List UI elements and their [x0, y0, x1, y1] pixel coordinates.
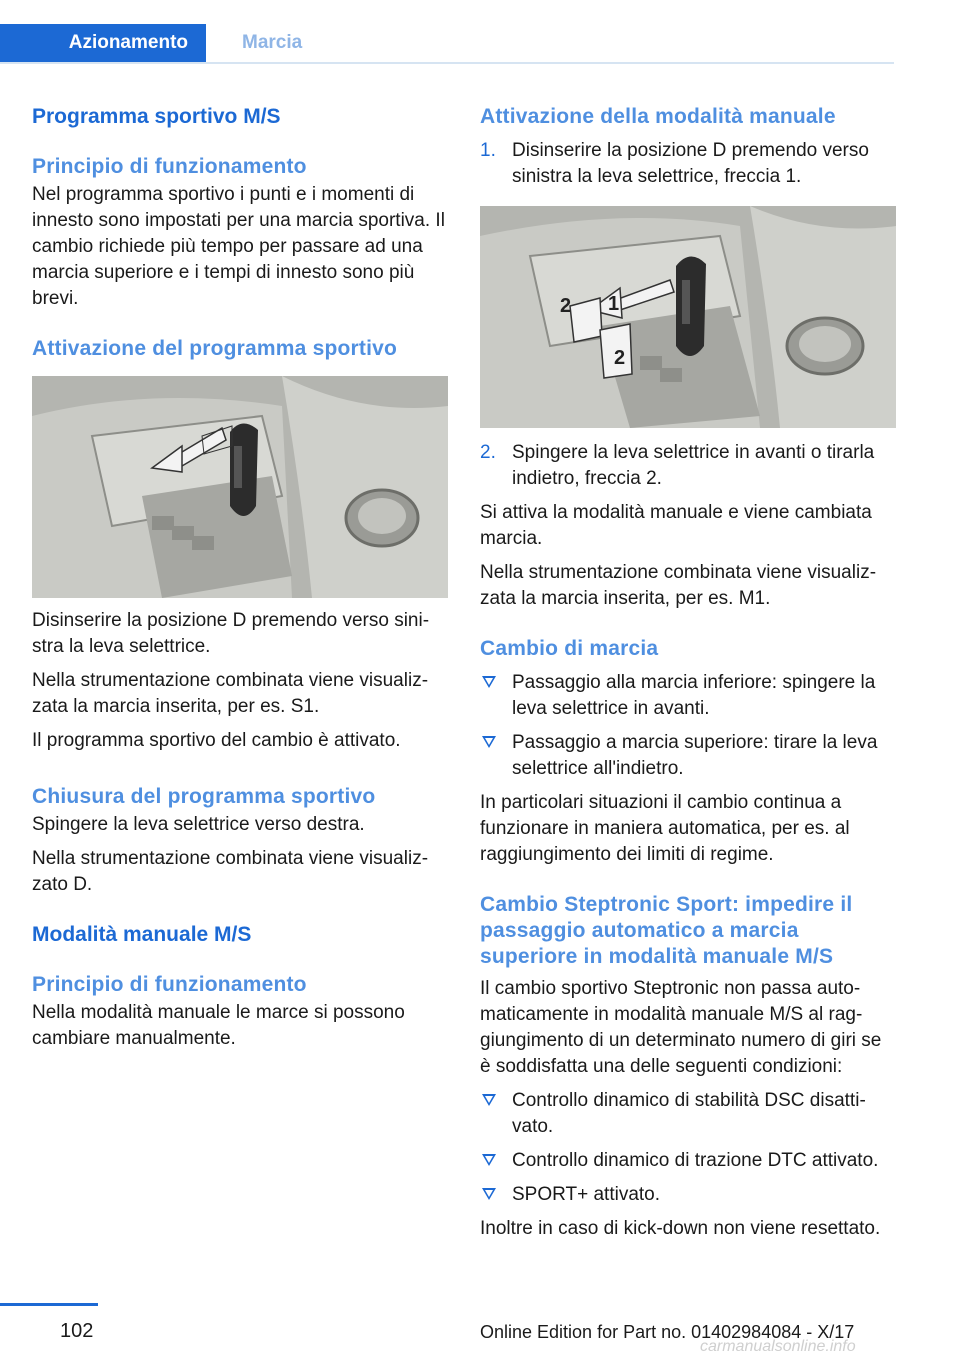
text-chi-2: Nella strumentazione combinata viene visualizzato D. — [32, 848, 429, 895]
list-item — [480, 1088, 896, 1140]
watermark: carmanualsonline.info — [700, 1338, 856, 1355]
conditions-list — [480, 1088, 896, 1208]
gear-lever-photo-left — [32, 376, 448, 598]
gear-lever-illustration — [32, 376, 448, 598]
heading-chiusura: Chiusura del programma sportivo — [32, 785, 376, 808]
list-item — [480, 1182, 896, 1208]
text-final: Inoltre in caso di kick-down non viene resettato. — [480, 1218, 881, 1239]
footer-rule — [0, 1303, 98, 1306]
list-item — [480, 670, 896, 722]
triangle-bullet-icon — [482, 676, 496, 688]
step-text: Disinserire la posizione D premendo verso sinistra la leva selettrice, freccia 1. — [512, 140, 869, 187]
arrow-label-2b: 2 — [614, 347, 626, 369]
text-att-1: Disinserire la posizione D premendo verso sinistra la leva selettrice. — [32, 610, 430, 657]
gear-lever-photo-right — [480, 206, 896, 428]
tab-marcia[interactable]: Marcia — [242, 32, 303, 53]
gear-lever-arrows-illustration — [480, 206, 896, 428]
heading-modalita-manuale: Modalità manuale M/S — [32, 923, 252, 946]
arrow-label-2a: 2 — [560, 295, 572, 317]
bullet-text: SPORT+ attivato. — [512, 1184, 661, 1205]
list-item — [480, 138, 896, 190]
heading-attivazione-manuale: Attivazione della modalità manuale — [480, 105, 836, 128]
heading-cambio-marcia: Cambio di marcia — [480, 637, 659, 660]
right-column — [480, 100, 896, 1242]
triangle-bullet-icon — [482, 1154, 496, 1166]
text-steptronic: Il cambio sportivo Steptronic non passa automaticamente in modalità manuale M/S al raggiungimento di un determinato numero di giri se è soddisfatta una delle seguenti condizioni: — [480, 978, 882, 1077]
heading-steptronic: Cambio Steptronic Sport: impedire il passaggio automatico a marcia superiore in modalità manuale M/S — [480, 893, 853, 968]
text-att-3: Il programma sportivo del cambio è attivato. — [32, 730, 401, 751]
text-manuale-2: Nella strumentazione combinata viene visualizzata la marcia inserita, per es. M1. — [480, 562, 877, 609]
tab-azionamento[interactable]: Azionamento — [0, 24, 206, 62]
list-item — [480, 440, 896, 492]
text-principio-2: Nella modalità manuale le marce si possono cambiare manualmente. — [32, 1002, 405, 1049]
page-number: 102 — [60, 1320, 94, 1342]
text-manuale-1: Si attiva la modalità manuale e viene cambiata marcia. — [480, 502, 872, 549]
heading-principio: Principio di funzionamento — [32, 155, 307, 178]
text-att-2: Nella strumentazione combinata viene visualizzata la marcia inserita, per es. S1. — [32, 670, 429, 717]
bullet-text: Passaggio a marcia superiore: tirare la leva selettrice all'indietro. — [512, 732, 878, 779]
bullet-text: Passaggio alla marcia inferiore: spingere la leva selettrice in avanti. — [512, 672, 876, 719]
triangle-bullet-icon — [482, 1188, 496, 1200]
header-tabs — [0, 24, 894, 64]
step-number: 2. — [480, 442, 496, 463]
text-chi-1: Spingere la leva selettrice verso destra. — [32, 814, 365, 835]
text-principio: Nel programma sportivo i punti e i momenti di innesto sono impostati per una marcia sportiva. Il cambio richiede più tempo per passare ad una marcia superiore e i tempi di innesto sono più brevi. — [32, 184, 445, 309]
left-column — [32, 100, 448, 1052]
steps-list-1 — [480, 138, 896, 190]
step-text: Spingere la leva selettrice in avanti o tirarla indietro, freccia 2. — [512, 442, 875, 489]
edition-text: Online Edition for Part no. 01402984084 - X/17 — [480, 1322, 855, 1342]
bullet-text: Controllo dinamico di trazione DTC attivato. — [512, 1150, 879, 1171]
bullet-text: Controllo dinamico di stabilità DSC disattivato. — [512, 1090, 866, 1137]
heading-attivazione-sportivo: Attivazione del programma sportivo — [32, 337, 398, 360]
heading-principio-2: Principio di funzionamento — [32, 973, 307, 996]
cambio-list — [480, 670, 896, 782]
step-number: 1. — [480, 140, 496, 161]
arrow-label-1: 1 — [608, 293, 620, 315]
triangle-bullet-icon — [482, 736, 496, 748]
triangle-bullet-icon — [482, 1094, 496, 1106]
heading-programma-sportivo: Programma sportivo M/S — [32, 105, 281, 128]
list-item — [480, 1148, 896, 1174]
list-item — [480, 730, 896, 782]
steps-list-2 — [480, 440, 896, 492]
text-cambio: In particolari situazioni il cambio continua a funzionare in maniera automatica, per es. al raggiungimento dei limiti di regime. — [480, 792, 850, 865]
